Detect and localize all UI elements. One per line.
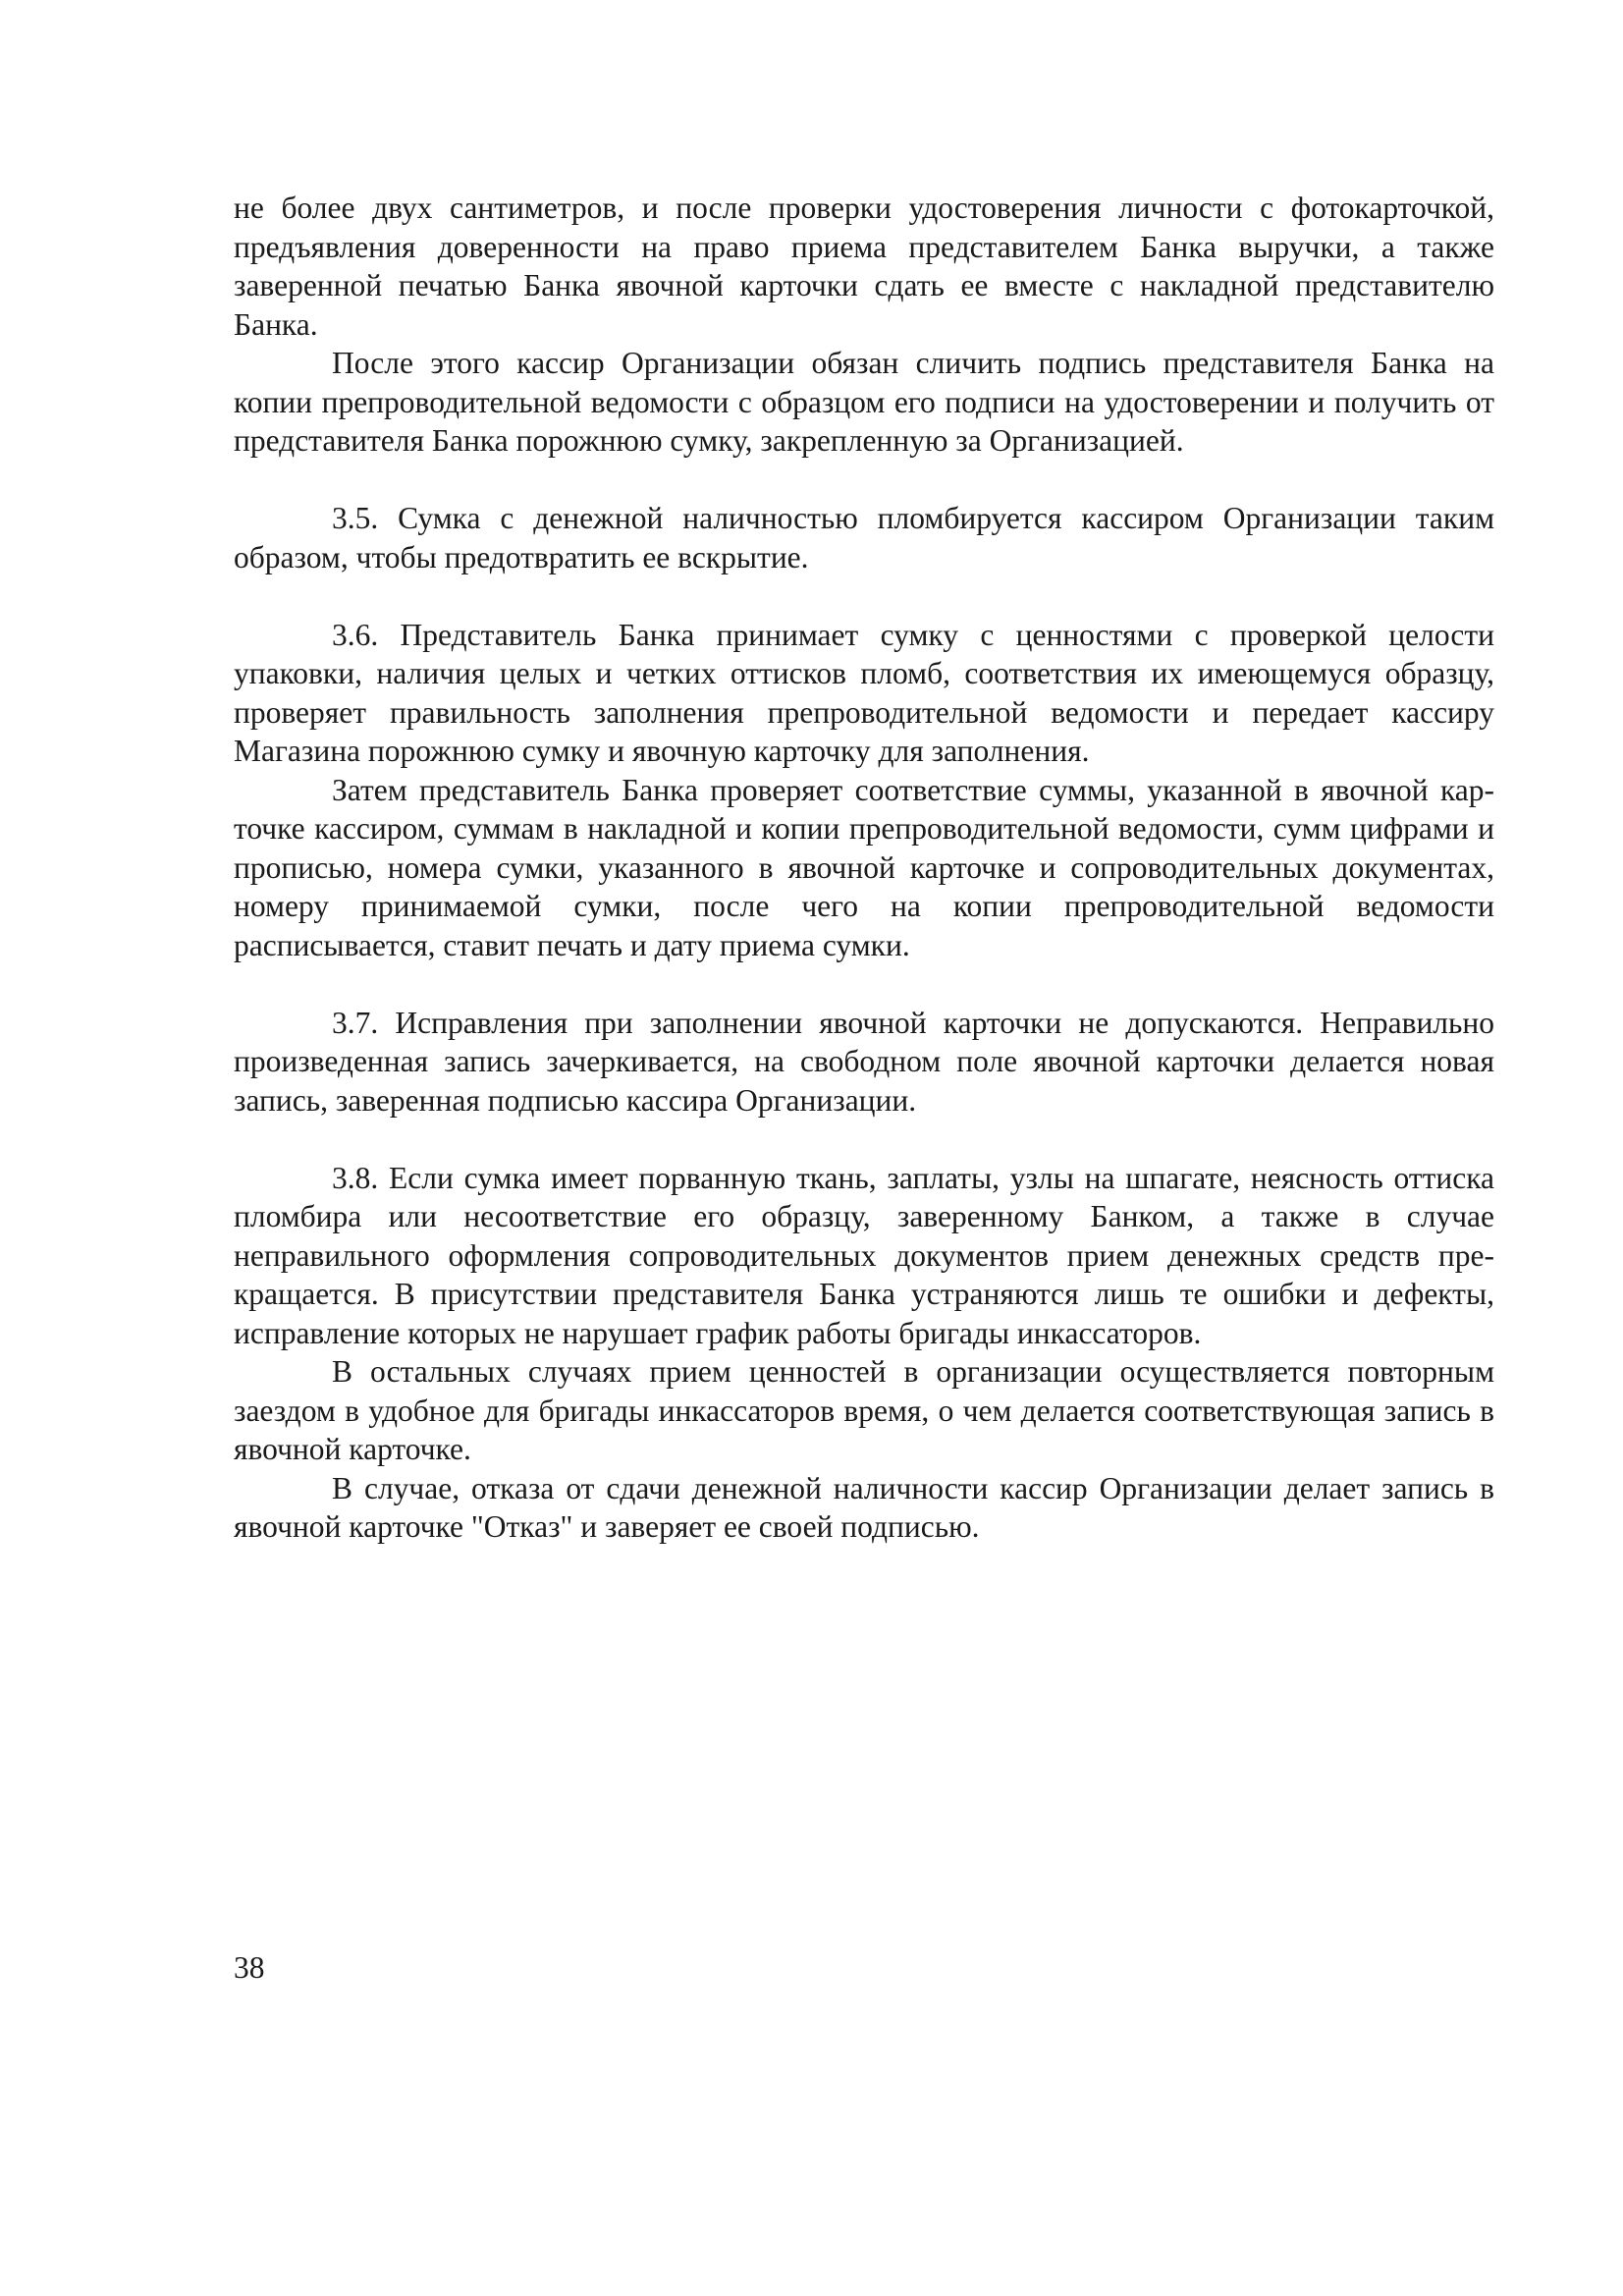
paragraph-cashier-signature-check: После этого кассир Организации обязан сличить подпись представителя Банка на копии препроводительной ведомости с образцом его подписи на удостоверении и получить от представителя Банка порожнюю сумку, закрепленную за Организацией. bbox=[234, 346, 1494, 458]
document-body bbox=[234, 189, 1494, 1547]
paragraph-3-6-verification: Затем представитель Банка проверяет соответствие суммы, указанной в явочной карточке кассиром, суммам в накладной и копии препроводительной ведомости, сумм цифрами и прописью, номера сумки, указанного в явочной карточке и сопроводительных документах, номеру принимаемой сумки, после чего на копии препроводительной ведомости расписывается, ставит печать и дату приема сумки. bbox=[234, 772, 1494, 962]
paragraph-3-8-repeat-visit: В остальных случаях прием ценностей в организации осуществляется повторным заездом в удобное для бригады инкассаторов время, о чем делается соответствующая запись в явочной карточке. bbox=[234, 1354, 1494, 1466]
paragraph-3-6: 3.6. Представитель Банка принимает сумку с ценностями с проверкой целости упаковки, наличия целых и четких оттисков пломб, соответствия их имеющемуся образцу, проверяет правильность заполнения препроводительной ведомости и передает кассиру Магазина порожнюю сумку и явочную карточку для заполнения. bbox=[234, 617, 1494, 768]
paragraph-3-5: 3.5. Сумка с денежной наличностью пломбируется кассиром Организации таким образом, чтобы предотвратить ее вскрытие. bbox=[234, 501, 1494, 574]
paragraph-3-8: 3.8. Если сумка имеет порванную ткань, заплаты, узлы на шпагате, неясность оттиска пломбира или несоответствие его образцу, заверенному Банком, а также в случае неправильного оформления сопроводительных документов прием денежных средств прекращается. В присутствии представителя Банка устраняются лишь те ошибки и дефекты, исправление которых не нарушает график работы бригады инкассаторов. bbox=[234, 1160, 1494, 1350]
paragraph-3-7: 3.7. Исправления при заполнении явочной карточки не допускаются. Неправильно произведенная запись зачеркивается, на свободном поле явочной карточки делается новая запись, заверенная подписью кассира Организации. bbox=[234, 1005, 1494, 1118]
paragraph-3-8-refusal: В случае, отказа от сдачи денежной наличности кассир Организации делает запись в явочной карточке "Отказ" и заверяет ее своей подписью. bbox=[234, 1470, 1494, 1544]
page-number: 38 bbox=[234, 1950, 265, 1985]
paragraph-continuation: не более двух сантиметров, и после проверки удостоверения личности с фотокарточкой, предъявления доверенности на право приема представителем Банка выручки, а также заверенной печатью Банка явочной карточки сдать ее вместе с накладной представителю Банка. bbox=[234, 191, 1494, 342]
